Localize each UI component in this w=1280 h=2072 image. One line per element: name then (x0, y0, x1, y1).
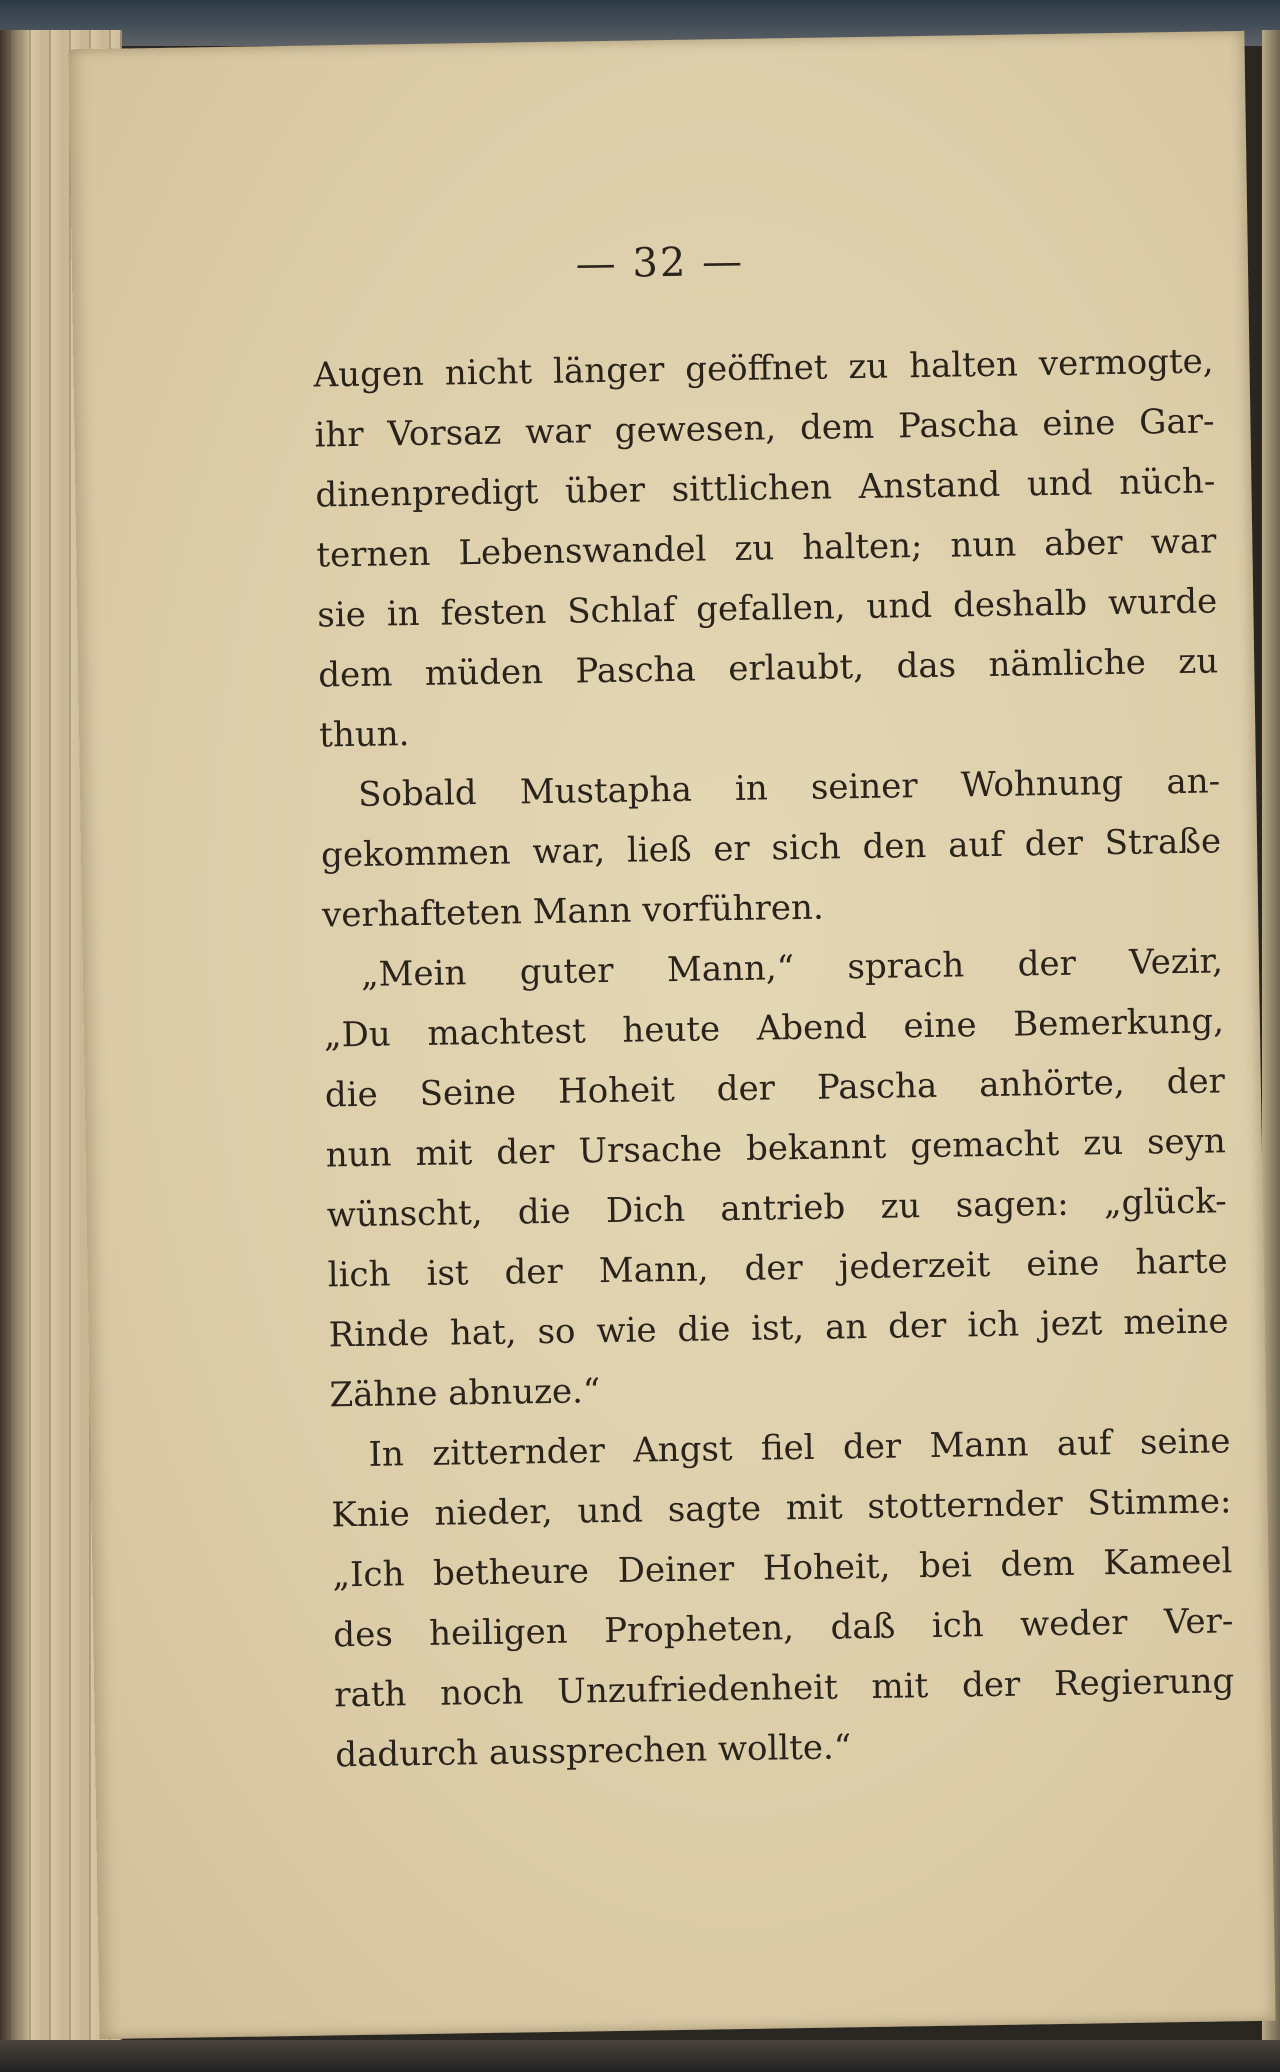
text-line: die Seine Hoheit der Pascha anhörte, der (324, 1061, 1226, 1116)
text-line: sie in festen Schlaf gefallen, und deshalb wurde (317, 581, 1218, 636)
text-line: Zähne abnuze.“ (329, 1371, 601, 1416)
text-line: Sobald Mustapha in seiner Wohnung an- (357, 761, 1221, 815)
text-line: wünscht, die Dich antrieb zu sagen: „glück- (326, 1181, 1227, 1236)
text-line: ternen Lebenswandel zu halten; nun aber war (316, 521, 1217, 576)
text-line: dem müden Pascha erlaubt, das nämliche zu (317, 641, 1219, 696)
text-line: Knie nieder, und sagte mit stotternder Stimme: (331, 1481, 1232, 1536)
text-line: Rinde hat, so wie die ist, an der ich jezt meine (328, 1301, 1229, 1356)
text-line: In zitternder Angst fiel der Mann auf seine (368, 1421, 1231, 1475)
text-line: nun mit der Ursache bekannt gemacht zu seyn (325, 1121, 1227, 1176)
book-page (68, 31, 1275, 2039)
text-line: ihr Vorsaz war gewesen, dem Pascha eine Gar- (314, 401, 1215, 456)
text-line: dadurch aussprechen wollte.“ (334, 1727, 852, 1776)
text-line: „Mein guter Mann,“ sprach der Vezir, (360, 941, 1224, 995)
page-stack-shadow (0, 30, 30, 2040)
text-line: „Ich betheure Deiner Hoheit, bei dem Kameel (332, 1541, 1233, 1596)
text-line: „Du machtest heute Abend eine Bemerkung, (323, 1001, 1225, 1056)
body-text (313, 331, 1236, 1785)
text-line: rath noch Unzufriedenheit mit der Regierung (334, 1661, 1235, 1716)
text-line: thun. (318, 714, 410, 756)
text-line: lich ist der Mann, der jederzeit eine harte (327, 1241, 1228, 1296)
binding-bottom-edge (0, 2040, 1280, 2072)
text-line: dinenpredigt über sittlichen Anstand und nüch- (315, 461, 1216, 516)
text-line: gekommen war, ließ er sich den auf der Straße (320, 821, 1222, 876)
page-number: — 32 — (575, 238, 745, 288)
text-line: verhafteten Mann vorführen. (321, 887, 825, 936)
text-line: des heiligen Propheten, daß ich weder Ver- (333, 1601, 1234, 1656)
text-line: Augen nicht länger geöffnet zu halten vermogte, (313, 341, 1214, 396)
